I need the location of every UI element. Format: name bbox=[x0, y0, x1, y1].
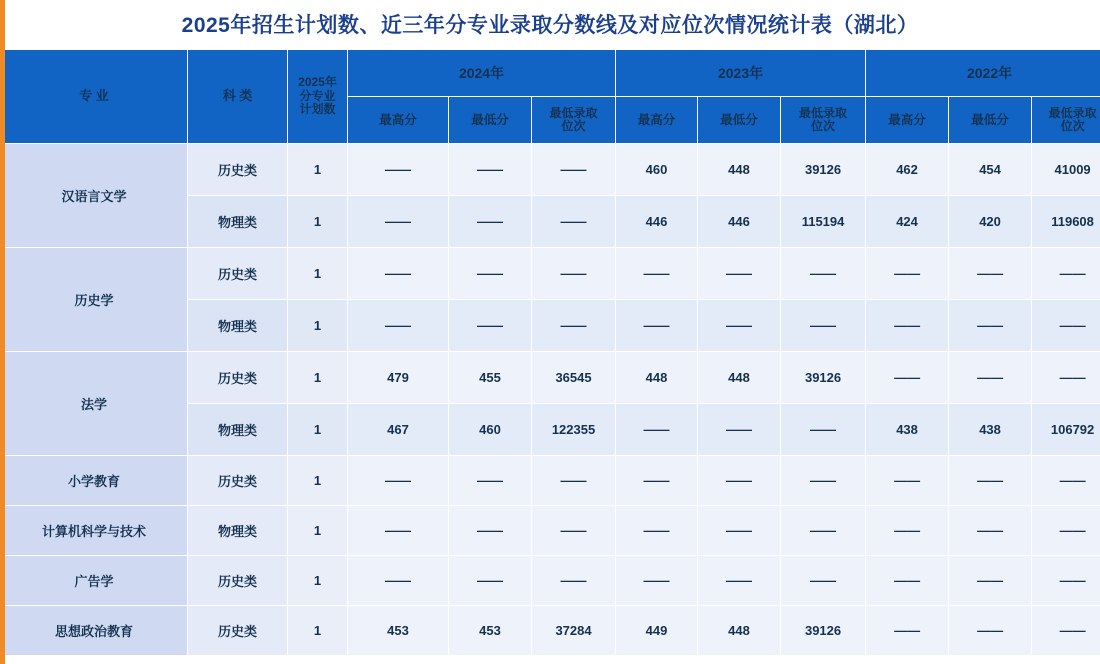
left-accent-bar bbox=[0, 0, 5, 664]
2024-lowest-score-cell: —— bbox=[449, 196, 532, 248]
table-row bbox=[1, 556, 1100, 606]
plan-count-cell: 1 bbox=[288, 556, 348, 606]
col-header-2023-lowest: 最低分 bbox=[698, 97, 781, 144]
2022-lowest-rank-cell: —— bbox=[1032, 248, 1100, 300]
plan-line-1: 2025年 bbox=[298, 75, 337, 90]
2024-highest-score-cell: 453 bbox=[348, 606, 449, 656]
2023-lowest-score-cell: 448 bbox=[698, 352, 781, 404]
2022-lowest-rank-cell: —— bbox=[1032, 352, 1100, 404]
plan-count-cell: 1 bbox=[288, 456, 348, 506]
rank-line-1: 最低录取 bbox=[1048, 105, 1097, 120]
2024-lowest-score-cell: 460 bbox=[449, 404, 532, 456]
major-name-cell: 汉语言文学 bbox=[1, 144, 188, 248]
2024-lowest-rank-cell: —— bbox=[532, 196, 616, 248]
2022-highest-score-cell: 424 bbox=[866, 196, 949, 248]
plan-count-cell: 1 bbox=[288, 506, 348, 556]
2023-lowest-rank-cell: —— bbox=[781, 456, 866, 506]
2023-lowest-rank-cell: —— bbox=[781, 506, 866, 556]
category-cell: 物理类 bbox=[188, 506, 288, 556]
col-header-category: 科 类 bbox=[188, 50, 288, 144]
2022-lowest-rank-cell: 41009 bbox=[1032, 144, 1100, 196]
2024-lowest-rank-cell: 36545 bbox=[532, 352, 616, 404]
2023-lowest-rank-cell: 115194 bbox=[781, 196, 866, 248]
2023-lowest-rank-cell: 39126 bbox=[781, 144, 866, 196]
major-name-cell: 广告学 bbox=[1, 556, 188, 606]
2024-highest-score-cell: 467 bbox=[348, 404, 449, 456]
plan-count-cell: 1 bbox=[288, 144, 348, 196]
2024-lowest-score-cell: —— bbox=[449, 456, 532, 506]
2024-lowest-score-cell: —— bbox=[449, 248, 532, 300]
2024-lowest-rank-cell: 122355 bbox=[532, 404, 616, 456]
2024-lowest-rank-cell: —— bbox=[532, 556, 616, 606]
table-row bbox=[1, 352, 1100, 404]
2022-lowest-rank-cell: —— bbox=[1032, 606, 1100, 656]
2023-lowest-score-cell: 446 bbox=[698, 196, 781, 248]
2022-lowest-rank-cell: 119608 bbox=[1032, 196, 1100, 248]
col-header-2023-highest: 最高分 bbox=[616, 97, 698, 144]
2024-highest-score-cell: —— bbox=[348, 300, 449, 352]
plan-count-cell: 1 bbox=[288, 606, 348, 656]
2024-lowest-score-cell: 453 bbox=[449, 606, 532, 656]
2023-lowest-score-cell: —— bbox=[698, 556, 781, 606]
2023-lowest-score-cell: —— bbox=[698, 248, 781, 300]
2022-lowest-score-cell: 420 bbox=[949, 196, 1032, 248]
category-cell: 历史类 bbox=[188, 352, 288, 404]
major-name-cell: 法学 bbox=[1, 352, 188, 456]
2022-highest-score-cell: 438 bbox=[866, 404, 949, 456]
2023-lowest-score-cell: —— bbox=[698, 456, 781, 506]
2023-lowest-rank-cell: —— bbox=[781, 556, 866, 606]
2022-highest-score-cell: —— bbox=[866, 352, 949, 404]
2024-highest-score-cell: —— bbox=[348, 248, 449, 300]
2024-highest-score-cell: —— bbox=[348, 196, 449, 248]
page-title: 2025年招生计划数、近三年分专业录取分数线及对应位次情况统计表（湖北） bbox=[181, 14, 919, 37]
2022-lowest-score-cell: —— bbox=[949, 556, 1032, 606]
2022-highest-score-cell: —— bbox=[866, 248, 949, 300]
col-header-plan-2025 bbox=[288, 50, 348, 144]
2024-lowest-rank-cell: —— bbox=[532, 300, 616, 352]
2023-highest-score-cell: —— bbox=[616, 456, 698, 506]
2022-lowest-rank-cell: —— bbox=[1032, 506, 1100, 556]
2024-highest-score-cell: —— bbox=[348, 556, 449, 606]
table-body bbox=[1, 144, 1100, 656]
major-name-cell: 计算机科学与技术 bbox=[1, 506, 188, 556]
2023-highest-score-cell: 449 bbox=[616, 606, 698, 656]
rank-line-2: 位次 bbox=[561, 119, 586, 133]
2022-lowest-rank-cell: —— bbox=[1032, 300, 1100, 352]
col-header-year-2024: 2024年 bbox=[348, 50, 616, 97]
plan-count-cell: 1 bbox=[288, 248, 348, 300]
2022-lowest-rank-cell: —— bbox=[1032, 556, 1100, 606]
2024-lowest-score-cell: 455 bbox=[449, 352, 532, 404]
col-header-2024-rank bbox=[532, 97, 616, 144]
2022-lowest-score-cell: —— bbox=[949, 456, 1032, 506]
2022-highest-score-cell: —— bbox=[866, 456, 949, 506]
2023-lowest-score-cell: 448 bbox=[698, 606, 781, 656]
table-row bbox=[1, 506, 1100, 556]
2022-lowest-rank-cell: 106792 bbox=[1032, 404, 1100, 456]
col-header-2023-rank bbox=[781, 97, 866, 144]
plan-count-cell: 1 bbox=[288, 404, 348, 456]
category-cell: 物理类 bbox=[188, 404, 288, 456]
col-header-2022-highest: 最高分 bbox=[866, 97, 949, 144]
col-header-year-2023: 2023年 bbox=[616, 50, 866, 97]
2023-highest-score-cell: —— bbox=[616, 248, 698, 300]
2023-lowest-score-cell: 448 bbox=[698, 144, 781, 196]
category-cell: 历史类 bbox=[188, 606, 288, 656]
2022-lowest-score-cell: 454 bbox=[949, 144, 1032, 196]
category-cell: 物理类 bbox=[188, 300, 288, 352]
2022-highest-score-cell: —— bbox=[866, 506, 949, 556]
2024-lowest-rank-cell: —— bbox=[532, 144, 616, 196]
2023-highest-score-cell: —— bbox=[616, 506, 698, 556]
major-name-cell: 小学教育 bbox=[1, 456, 188, 506]
rank-line-2: 位次 bbox=[1060, 119, 1085, 133]
rank-line-1: 最低录取 bbox=[549, 105, 598, 120]
plan-line-3: 计划数 bbox=[299, 102, 336, 117]
admission-statistics-table bbox=[0, 49, 1100, 656]
category-cell: 历史类 bbox=[188, 144, 288, 196]
2022-lowest-score-cell: —— bbox=[949, 506, 1032, 556]
2022-lowest-rank-cell: —— bbox=[1032, 456, 1100, 506]
category-cell: 物理类 bbox=[188, 196, 288, 248]
2023-lowest-rank-cell: —— bbox=[781, 248, 866, 300]
2024-highest-score-cell: —— bbox=[348, 506, 449, 556]
2024-lowest-score-cell: —— bbox=[449, 506, 532, 556]
2022-lowest-score-cell: 438 bbox=[949, 404, 1032, 456]
rank-line-1: 最低录取 bbox=[799, 105, 848, 120]
table-header bbox=[1, 50, 1100, 144]
2023-highest-score-cell: —— bbox=[616, 404, 698, 456]
rank-line-2: 位次 bbox=[811, 119, 836, 133]
category-cell: 历史类 bbox=[188, 248, 288, 300]
2023-highest-score-cell: —— bbox=[616, 300, 698, 352]
major-name-cell: 思想政治教育 bbox=[1, 606, 188, 656]
2022-lowest-score-cell: —— bbox=[949, 248, 1032, 300]
col-header-year-2022: 2022年 bbox=[866, 50, 1100, 97]
2022-lowest-score-cell: —— bbox=[949, 352, 1032, 404]
2024-highest-score-cell: 479 bbox=[348, 352, 449, 404]
2023-highest-score-cell: 460 bbox=[616, 144, 698, 196]
2024-lowest-score-cell: —— bbox=[449, 556, 532, 606]
col-header-2022-lowest: 最低分 bbox=[949, 97, 1032, 144]
2024-lowest-rank-cell: —— bbox=[532, 506, 616, 556]
2024-lowest-rank-cell: 37284 bbox=[532, 606, 616, 656]
plan-count-cell: 1 bbox=[288, 352, 348, 404]
2023-lowest-score-cell: —— bbox=[698, 506, 781, 556]
2023-lowest-rank-cell: —— bbox=[781, 300, 866, 352]
2023-highest-score-cell: 448 bbox=[616, 352, 698, 404]
table-row bbox=[1, 144, 1100, 196]
2022-highest-score-cell: —— bbox=[866, 300, 949, 352]
category-cell: 历史类 bbox=[188, 556, 288, 606]
2024-highest-score-cell: —— bbox=[348, 144, 449, 196]
table-row bbox=[1, 606, 1100, 656]
2024-lowest-rank-cell: —— bbox=[532, 456, 616, 506]
2023-lowest-rank-cell: 39126 bbox=[781, 352, 866, 404]
2024-lowest-rank-cell: —— bbox=[532, 248, 616, 300]
2024-lowest-score-cell: —— bbox=[449, 300, 532, 352]
2023-highest-score-cell: 446 bbox=[616, 196, 698, 248]
col-header-2022-rank bbox=[1032, 97, 1100, 144]
2022-highest-score-cell: —— bbox=[866, 606, 949, 656]
col-header-2024-highest: 最高分 bbox=[348, 97, 449, 144]
2023-lowest-score-cell: —— bbox=[698, 300, 781, 352]
2022-highest-score-cell: 462 bbox=[866, 144, 949, 196]
2024-lowest-score-cell: —— bbox=[449, 144, 532, 196]
2022-highest-score-cell: —— bbox=[866, 556, 949, 606]
col-header-major: 专 业 bbox=[1, 50, 188, 144]
plan-count-cell: 1 bbox=[288, 196, 348, 248]
2023-lowest-score-cell: —— bbox=[698, 404, 781, 456]
2022-lowest-score-cell: —— bbox=[949, 300, 1032, 352]
2023-highest-score-cell: —— bbox=[616, 556, 698, 606]
table-row bbox=[1, 456, 1100, 506]
2023-lowest-rank-cell: —— bbox=[781, 404, 866, 456]
major-name-cell: 历史学 bbox=[1, 248, 188, 352]
category-cell: 历史类 bbox=[188, 456, 288, 506]
plan-count-cell: 1 bbox=[288, 300, 348, 352]
table-row bbox=[1, 248, 1100, 300]
2024-highest-score-cell: —— bbox=[348, 456, 449, 506]
plan-line-2: 分专业 bbox=[299, 88, 336, 103]
2022-lowest-score-cell: —— bbox=[949, 606, 1032, 656]
2023-lowest-rank-cell: 39126 bbox=[781, 606, 866, 656]
col-header-2024-lowest: 最低分 bbox=[449, 97, 532, 144]
